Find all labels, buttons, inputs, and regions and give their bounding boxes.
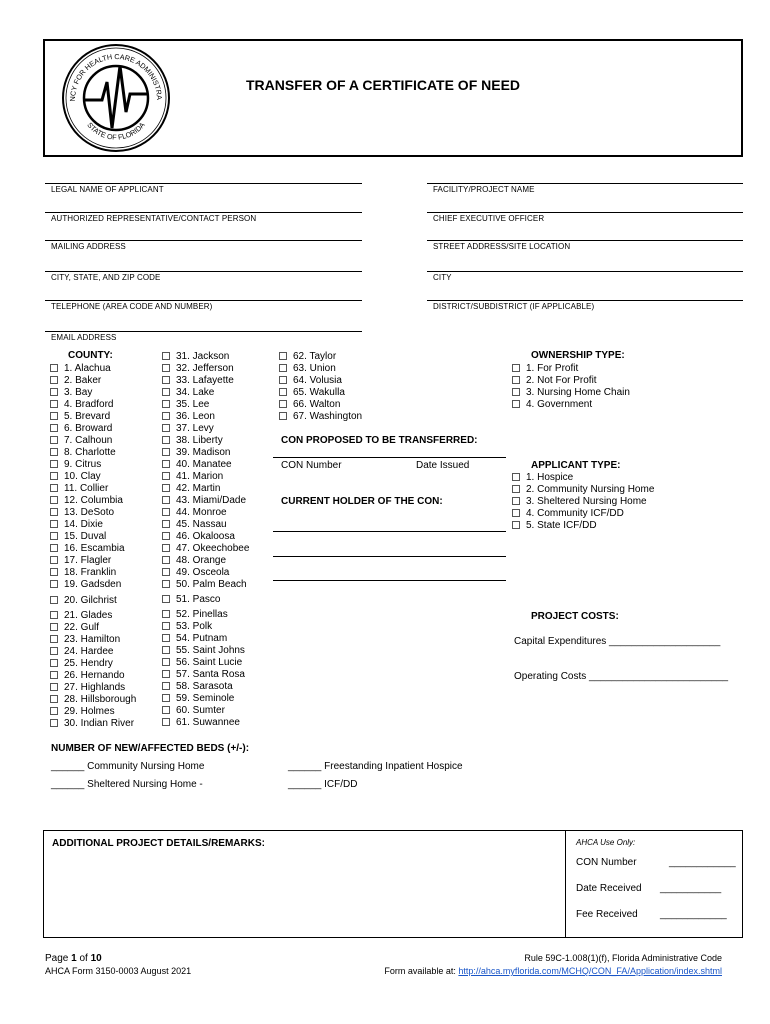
county-label: 31. Jackson (176, 351, 230, 362)
checkbox[interactable] (162, 622, 170, 630)
county-item[interactable] (50, 543, 136, 555)
checkbox[interactable] (50, 460, 58, 468)
checkbox[interactable] (279, 412, 287, 420)
county-label: 67. Washington (293, 411, 363, 422)
county-item[interactable] (50, 706, 136, 718)
county-label: 50. Palm Beach (176, 579, 247, 590)
ownership-item[interactable] (512, 375, 630, 387)
county-label: 32. Jefferson (176, 363, 234, 374)
county-item[interactable] (162, 351, 249, 363)
county-label: 39. Madison (176, 447, 231, 458)
county-label: 8. Charlotte (64, 447, 116, 458)
applicant-item[interactable] (512, 508, 654, 520)
county-item[interactable] (162, 543, 249, 555)
checkbox[interactable] (162, 556, 170, 564)
checkbox[interactable] (162, 508, 170, 516)
county-item[interactable] (162, 705, 249, 717)
checkbox[interactable] (162, 568, 170, 576)
county-label: 57. Santa Rosa (176, 669, 245, 680)
checkbox[interactable] (279, 364, 287, 372)
applicant-label: 5. State ICF/DD (526, 520, 597, 531)
county-label: 52. Pinellas (176, 609, 228, 620)
county-item[interactable] (50, 579, 136, 591)
county-label: 16. Escambia (64, 543, 125, 554)
ownership-label: 1. For Profit (526, 363, 579, 374)
checkbox[interactable] (162, 436, 170, 444)
county-label: 5. Brevard (64, 411, 111, 422)
ownership-item[interactable] (512, 399, 630, 411)
ahca-fee-received: Fee Received (576, 909, 638, 920)
checkbox[interactable] (50, 596, 58, 604)
county-item[interactable] (162, 447, 249, 459)
ahca-date-received: Date Received (576, 883, 642, 894)
applicant-item[interactable] (512, 496, 654, 508)
county-item[interactable] (162, 579, 249, 591)
checkbox[interactable] (162, 400, 170, 408)
county-item[interactable] (50, 658, 136, 670)
capital-expenditures[interactable]: Capital Expenditures ____________________ (514, 636, 721, 647)
county-item[interactable] (50, 682, 136, 694)
ahca-con-number: CON Number (576, 857, 637, 868)
applicant-item[interactable] (512, 472, 654, 484)
checkbox[interactable] (50, 556, 58, 564)
remarks-header: ADDITIONAL PROJECT DETAILS/REMARKS: (52, 838, 265, 849)
date-issued-label[interactable]: Date Issued (416, 460, 470, 471)
county-label: 34. Lake (176, 387, 215, 398)
county-item[interactable] (50, 375, 136, 387)
county-label: 60. Sumter (176, 705, 225, 716)
county-item[interactable] (50, 399, 136, 411)
county-item[interactable] (162, 363, 249, 375)
checkbox[interactable] (50, 520, 58, 528)
field-city[interactable]: CITY (433, 273, 452, 282)
field-ceo[interactable]: CHIEF EXECUTIVE OFFICER (433, 214, 545, 223)
county-item[interactable] (162, 507, 249, 519)
county-label: 49. Osceola (176, 567, 230, 578)
applicant-item[interactable] (512, 520, 654, 532)
checkbox[interactable] (50, 623, 58, 631)
checkbox[interactable] (512, 400, 520, 408)
checkbox[interactable] (162, 694, 170, 702)
checkbox[interactable] (50, 388, 58, 396)
field-street-address[interactable]: STREET ADDRESS/SITE LOCATION (433, 242, 571, 251)
ownership-header: OWNERSHIP TYPE: (531, 350, 625, 361)
county-label: 24. Hardee (64, 646, 114, 657)
field-district[interactable]: DISTRICT/SUBDISTRICT (IF APPLICABLE) (433, 302, 595, 311)
field-mailing-address[interactable]: MAILING ADDRESS (51, 242, 126, 251)
checkbox[interactable] (279, 388, 287, 396)
applicant-header: APPLICANT TYPE: (531, 460, 621, 471)
county-label: 48. Orange (176, 555, 227, 566)
county-label: 59. Seminole (176, 693, 235, 704)
county-item[interactable] (50, 363, 136, 375)
county-item[interactable] (162, 399, 249, 411)
checkbox[interactable] (162, 388, 170, 396)
ahca-con-number-blank[interactable]: ____________ (669, 857, 736, 868)
county-label: 37. Levy (176, 423, 214, 434)
county-label: 27. Highlands (64, 682, 126, 693)
checkbox[interactable] (50, 695, 58, 703)
county-label: 38. Liberty (176, 435, 223, 446)
checkbox[interactable] (162, 496, 170, 504)
checkbox[interactable] (162, 634, 170, 642)
checkbox[interactable] (50, 484, 58, 492)
checkbox[interactable] (50, 400, 58, 408)
field-legal-name[interactable]: LEGAL NAME OF APPLICANT (51, 185, 164, 194)
checkbox[interactable] (162, 532, 170, 540)
checkbox[interactable] (512, 376, 520, 384)
county-label: 22. Gulf (64, 622, 100, 633)
county-item[interactable] (50, 555, 136, 567)
county-item[interactable] (162, 555, 249, 567)
county-label: 33. Lafayette (176, 375, 234, 386)
checkbox[interactable] (162, 484, 170, 492)
county-item[interactable] (50, 610, 136, 622)
applicant-label: 1. Hospice (526, 472, 574, 483)
county-column-3 (279, 351, 362, 423)
county-label: 61. Suwannee (176, 717, 240, 728)
county-item[interactable] (50, 495, 136, 507)
county-item[interactable] (279, 375, 362, 387)
checkbox[interactable] (162, 364, 170, 372)
checkbox[interactable] (162, 670, 170, 678)
checkbox[interactable] (50, 472, 58, 480)
county-item[interactable] (162, 681, 249, 693)
checkbox[interactable] (50, 436, 58, 444)
county-label: 13. DeSoto (64, 507, 115, 518)
checkbox[interactable] (50, 719, 58, 727)
county-item[interactable] (50, 646, 136, 658)
county-item[interactable] (162, 495, 249, 507)
county-label: 41. Marion (176, 471, 224, 482)
checkbox[interactable] (512, 497, 520, 505)
county-item[interactable] (162, 375, 249, 387)
ownership-label: 2. Not For Profit (526, 375, 597, 386)
county-item[interactable] (162, 567, 249, 579)
county-label: 29. Holmes (64, 706, 115, 717)
county-item[interactable] (162, 531, 249, 543)
county-column-1 (50, 363, 136, 730)
county-label: 64. Volusia (293, 375, 342, 386)
county-label: 1. Alachua (64, 363, 111, 374)
field-telephone[interactable]: TELEPHONE (AREA CODE AND NUMBER) (51, 302, 213, 311)
county-item[interactable] (50, 483, 136, 495)
checkbox[interactable] (50, 635, 58, 643)
county-label: 65. Wakulla (293, 387, 345, 398)
county-label: 17. Flagler (64, 555, 112, 566)
beds-header: NUMBER OF NEW/AFFECTED BEDS (+/-): (51, 743, 250, 754)
ownership-label: 4. Government (526, 399, 593, 410)
form-title: TRANSFER OF A CERTIFICATE OF NEED (246, 77, 521, 93)
county-item[interactable] (162, 669, 249, 681)
county-label: 26. Hernando (64, 670, 125, 681)
applicant-label: 3. Sheltered Nursing Home (526, 496, 647, 507)
county-label: 35. Lee (176, 399, 210, 410)
county-header: COUNTY: (68, 350, 113, 361)
county-label: 10. Clay (64, 471, 101, 482)
checkbox[interactable] (162, 646, 170, 654)
rule-citation: Rule 59C-1.008(1)(f), Florida Administrative Code (524, 953, 722, 963)
county-label: 55. Saint Johns (176, 645, 245, 656)
county-label: 19. Gadsden (64, 579, 122, 590)
county-label: 23. Hamilton (64, 634, 121, 645)
checkbox[interactable] (162, 706, 170, 714)
checkbox[interactable] (50, 580, 58, 588)
checkbox[interactable] (162, 658, 170, 666)
county-label: 63. Union (293, 363, 336, 374)
county-item[interactable] (279, 363, 362, 375)
county-item[interactable] (50, 622, 136, 634)
county-item[interactable] (162, 519, 249, 531)
checkbox[interactable] (50, 448, 58, 456)
county-label: 62. Taylor (293, 351, 337, 362)
county-label: 28. Hillsborough (64, 694, 137, 705)
checkbox[interactable] (50, 544, 58, 552)
ownership-item[interactable] (512, 363, 630, 375)
county-item[interactable] (50, 471, 136, 483)
form-number: AHCA Form 3150-0003 August 2021 (45, 966, 192, 976)
checkbox[interactable] (279, 376, 287, 384)
checkbox[interactable] (512, 485, 520, 493)
checkbox[interactable] (50, 671, 58, 679)
county-item[interactable] (50, 387, 136, 399)
applicant-item[interactable] (512, 484, 654, 496)
checkbox[interactable] (512, 388, 520, 396)
county-item[interactable] (50, 423, 136, 435)
county-item[interactable] (279, 351, 362, 363)
seal-bottom-text: STATE OF FLORIDA (85, 120, 147, 142)
checkbox[interactable] (50, 424, 58, 432)
checkbox[interactable] (162, 448, 170, 456)
beds-sheltered-nursing[interactable]: ______ Sheltered Nursing Home - (51, 779, 203, 790)
county-label: 18. Franklin (64, 567, 117, 578)
checkbox[interactable] (50, 376, 58, 384)
county-item[interactable] (162, 657, 249, 669)
ownership-list (512, 363, 630, 411)
county-item[interactable] (50, 694, 136, 706)
field-facility-name[interactable]: FACILITY/PROJECT NAME (433, 185, 535, 194)
county-label: 53. Polk (176, 621, 213, 632)
county-item[interactable] (162, 609, 249, 621)
checkbox[interactable] (50, 659, 58, 667)
checkbox[interactable] (162, 472, 170, 480)
checkbox[interactable] (162, 610, 170, 618)
ahca-date-received-blank[interactable]: ___________ (660, 883, 722, 894)
county-item[interactable] (279, 411, 362, 423)
county-label: 45. Nassau (176, 519, 227, 530)
county-item[interactable] (50, 670, 136, 682)
county-label: 2. Baker (64, 375, 102, 386)
ahca-fee-received-blank[interactable]: ____________ (660, 909, 727, 920)
county-item[interactable] (279, 399, 362, 411)
county-label: 46. Okaloosa (176, 531, 235, 542)
county-label: 4. Bradford (64, 399, 114, 410)
agency-seal (57, 42, 175, 154)
checkbox[interactable] (162, 376, 170, 384)
checkbox[interactable] (162, 580, 170, 588)
applicant-label: 2. Community Nursing Home (526, 484, 655, 495)
county-item[interactable] (162, 459, 249, 471)
county-item[interactable] (162, 411, 249, 423)
checkbox[interactable] (162, 595, 170, 603)
county-label: 15. Duval (64, 531, 107, 542)
checkbox[interactable] (512, 473, 520, 481)
county-label: 40. Manatee (176, 459, 232, 470)
seal-top-text: NCY FOR HEALTH CARE ADMINISTRA (67, 51, 165, 102)
checkbox[interactable] (50, 412, 58, 420)
county-item[interactable] (50, 411, 136, 423)
county-item[interactable] (50, 718, 136, 730)
beds-hospice[interactable]: ______ Freestanding Inpatient Hospice (288, 761, 463, 772)
checkbox[interactable] (162, 352, 170, 360)
county-item[interactable] (162, 483, 249, 495)
county-label: 20. Gilchrist (64, 595, 117, 606)
county-item[interactable] (162, 435, 249, 447)
county-item[interactable] (162, 717, 249, 729)
ahca-label: AHCA Use Only: (576, 838, 636, 847)
project-costs-header: PROJECT COSTS: (531, 611, 619, 622)
county-item[interactable] (162, 693, 249, 705)
con-header: CON PROPOSED TO BE TRANSFERRED: (281, 435, 478, 446)
county-label: 25. Hendry (64, 658, 113, 669)
checkbox[interactable] (162, 682, 170, 690)
county-item[interactable] (50, 507, 136, 519)
county-item[interactable] (50, 531, 136, 543)
checkbox[interactable] (50, 508, 58, 516)
ownership-item[interactable] (512, 387, 630, 399)
county-item[interactable] (50, 567, 136, 579)
county-label: 12. Columbia (64, 495, 123, 506)
county-label: 11. Collier (64, 483, 109, 494)
county-label: 54. Putnam (176, 633, 228, 644)
field-authorized-rep[interactable]: AUTHORIZED REPRESENTATIVE/CONTACT PERSON (51, 214, 257, 223)
checkbox[interactable] (50, 532, 58, 540)
operating-costs[interactable]: Operating Costs _________________________ (514, 671, 729, 682)
checkbox[interactable] (50, 611, 58, 619)
checkbox[interactable] (512, 364, 520, 372)
checkbox[interactable] (279, 400, 287, 408)
county-label: 9. Citrus (64, 459, 102, 470)
county-label: 36. Leon (176, 411, 215, 422)
beds-community-nursing[interactable]: ______ Community Nursing Home (51, 761, 205, 772)
county-item[interactable] (50, 435, 136, 447)
beds-icf-dd[interactable]: ______ ICF/DD (288, 779, 358, 790)
county-label: 14. Dixie (64, 519, 103, 530)
county-item[interactable] (50, 447, 136, 459)
county-label: 66. Walton (293, 399, 341, 410)
checkbox[interactable] (50, 364, 58, 372)
county-item[interactable] (162, 387, 249, 399)
checkbox[interactable] (162, 520, 170, 528)
county-label: 56. Saint Lucie (176, 657, 243, 668)
checkbox[interactable] (279, 352, 287, 360)
applicant-list (512, 472, 654, 532)
checkbox[interactable] (162, 424, 170, 432)
county-item[interactable] (162, 633, 249, 645)
form-availability: Form available at: http://ahca.myflorida.com/MCHQ/CON_FA/Application/index.shtml (384, 966, 722, 976)
county-item[interactable] (50, 459, 136, 471)
checkbox[interactable] (50, 568, 58, 576)
county-label: 44. Monroe (176, 507, 227, 518)
checkbox[interactable] (50, 707, 58, 715)
checkbox[interactable] (162, 544, 170, 552)
form-url-link[interactable]: http://ahca.myflorida.com/MCHQ/CON_FA/Application/index.shtml (458, 966, 722, 976)
county-item[interactable] (162, 471, 249, 483)
con-number-label[interactable]: CON Number (281, 460, 342, 471)
county-label: 51. Pasco (176, 594, 221, 605)
county-item[interactable] (279, 387, 362, 399)
county-label: 43. Miami/Dade (176, 495, 247, 506)
checkbox[interactable] (50, 647, 58, 655)
county-label: 42. Martin (176, 483, 221, 494)
county-label: 58. Sarasota (176, 681, 233, 692)
county-item[interactable] (50, 634, 136, 646)
county-item[interactable] (50, 595, 136, 607)
page-indicator: Page 1 of 10 (45, 953, 102, 964)
current-holder-header: CURRENT HOLDER OF THE CON: (281, 496, 443, 507)
checkbox[interactable] (512, 509, 520, 517)
checkbox[interactable] (162, 718, 170, 726)
checkbox[interactable] (512, 521, 520, 529)
county-label: 30. Indian River (64, 718, 135, 729)
checkbox[interactable] (162, 412, 170, 420)
county-item[interactable] (162, 621, 249, 633)
county-label: 21. Glades (64, 610, 113, 621)
county-item[interactable] (162, 423, 249, 435)
county-item[interactable] (162, 594, 249, 606)
checkbox[interactable] (162, 460, 170, 468)
field-city-state-zip[interactable]: CITY, STATE, AND ZIP CODE (51, 273, 161, 282)
county-item[interactable] (50, 519, 136, 531)
field-email[interactable]: EMAIL ADDRESS (51, 333, 117, 342)
county-column-2 (162, 351, 249, 729)
county-label: 7. Calhoun (64, 435, 113, 446)
checkbox[interactable] (50, 496, 58, 504)
ownership-label: 3. Nursing Home Chain (526, 387, 630, 398)
county-label: 47. Okeechobee (176, 543, 250, 554)
county-label: 3. Bay (64, 387, 93, 398)
applicant-label: 4. Community ICF/DD (526, 508, 624, 519)
county-label: 6. Broward (64, 423, 113, 434)
checkbox[interactable] (50, 683, 58, 691)
county-item[interactable] (162, 645, 249, 657)
